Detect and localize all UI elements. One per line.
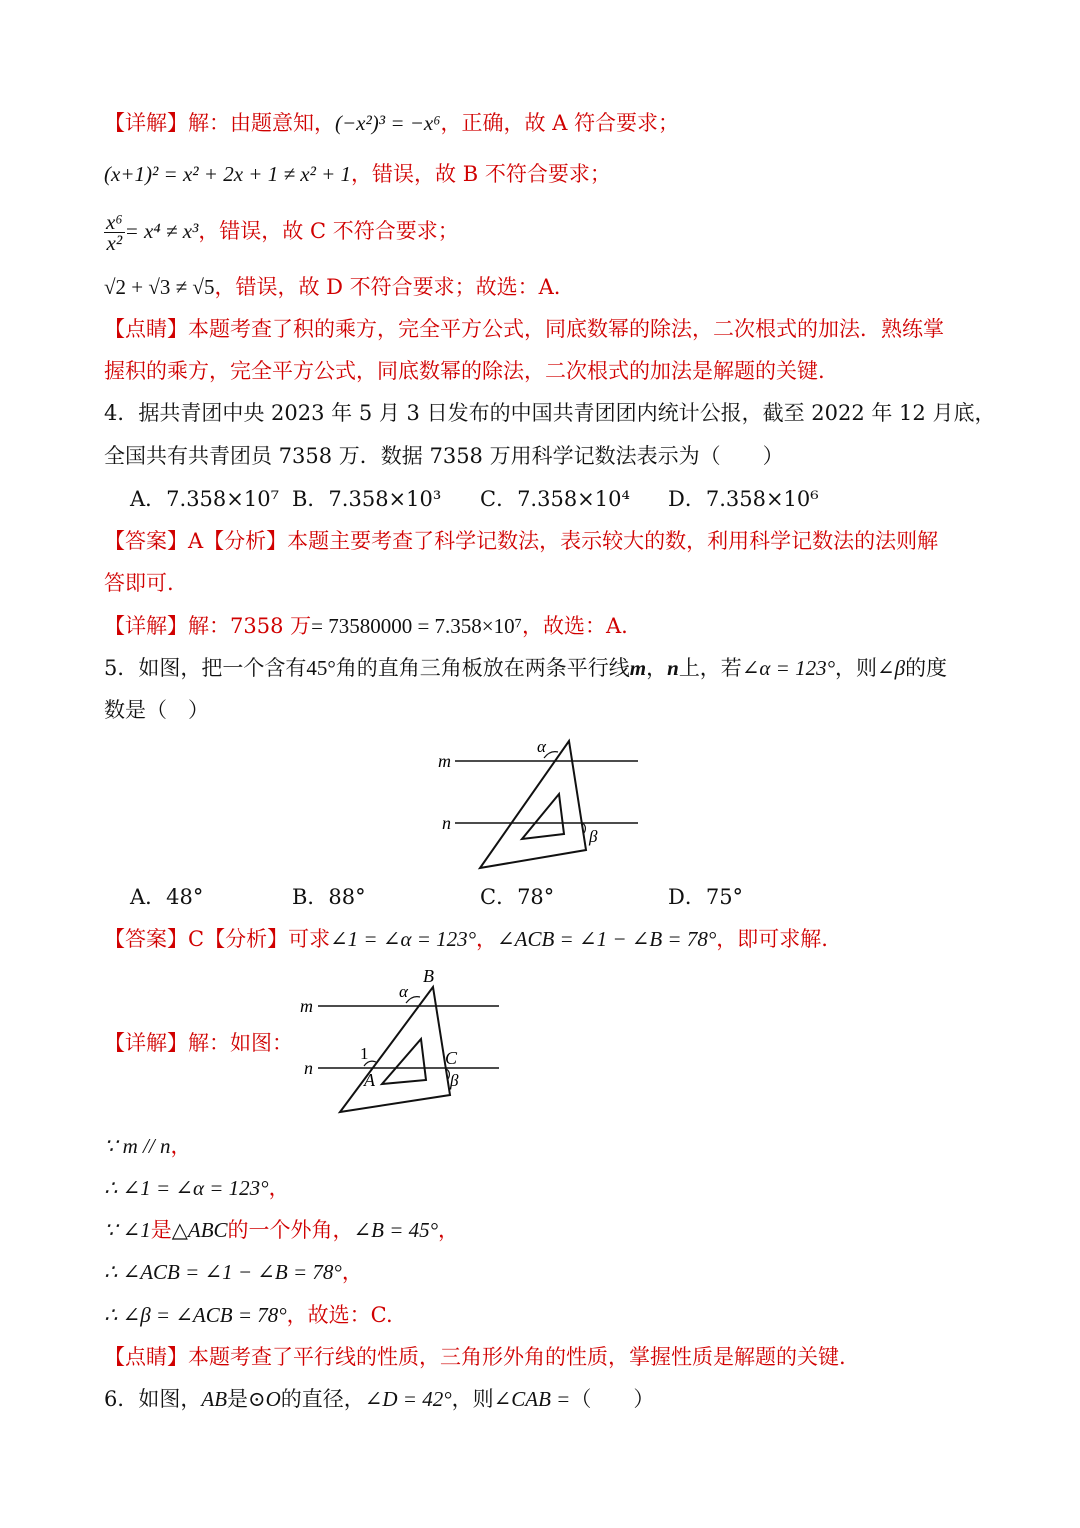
label-m: m (300, 996, 313, 1016)
stem-text: ， (646, 656, 668, 680)
detail-prefix: 解：如图： (188, 1031, 293, 1055)
analysis-tag: 【分析】 (203, 529, 288, 553)
q5-solution-figure (296, 962, 506, 1118)
label-alpha: α (399, 982, 408, 1001)
step-text: ， (341, 1260, 363, 1284)
math-expr: ∵ ∠1 (104, 1218, 151, 1242)
q5-step-5 (104, 1300, 393, 1330)
q5-comment-line (104, 1342, 846, 1372)
q5-stem-line2: 数是（ ） (104, 698, 209, 722)
label-m: m (438, 751, 451, 771)
q5-stem-line1 (104, 653, 947, 683)
q5-option-d[interactable]: D．75° (668, 885, 744, 909)
q5-step-4 (104, 1257, 363, 1287)
stem-text: 是 (227, 1387, 249, 1411)
math-expr: ∴ ∠1 = ∠α = 123° (104, 1176, 269, 1200)
stem-text: 的度 (905, 656, 948, 680)
stem-text: ，则 (451, 1387, 494, 1411)
stem-text: 的直径， (280, 1387, 365, 1411)
q5-step-2 (104, 1173, 290, 1203)
comment-text: 本题考查了平行线的性质，三角形外角的性质，掌握性质是解题的关键. (188, 1345, 846, 1369)
step-text: ， (438, 1218, 460, 1242)
math-expr: ∠ACB = ∠1 − ∠B = 78° (497, 927, 717, 951)
step-text: ，故选：C. (286, 1303, 393, 1327)
step-text: ， (268, 1176, 290, 1200)
math-expr: △ABC (171, 1218, 228, 1242)
detail-prefix: 解：7358 万 (188, 614, 312, 638)
label-C: C (445, 1048, 458, 1068)
q4-answer-line (104, 526, 938, 556)
detail-text: ，错误，故 D 不符合要求；故选：A. (214, 275, 561, 299)
q6-stem-line (104, 1384, 654, 1414)
q4-option-a[interactable]: A．7.358×10⁷ (130, 487, 280, 511)
analysis-text: ， (476, 927, 498, 951)
detail-text: ，错误，故 B 不符合要求； (351, 162, 611, 186)
comment-tag: 【点睛】 (104, 317, 188, 341)
stem-text: 6．如图， (104, 1387, 202, 1411)
answer-value: C (188, 927, 205, 951)
fraction-numerator: x⁶ (106, 210, 123, 234)
analysis-text: 本题主要考查了科学记数法，表示较大的数，利用科学记数法的法则解 (287, 529, 939, 553)
fraction-denominator: x² (106, 231, 123, 255)
stem-text: 角的直角三角板放在两条平行线 (335, 656, 630, 680)
q5-option-a[interactable]: A．48° (130, 885, 204, 909)
detail-prefix: 解：由题意知， (188, 111, 335, 135)
detail-tag: 【详解】 (104, 111, 188, 135)
label-beta: β (589, 827, 598, 846)
q4-detail-line (104, 611, 628, 641)
math-expr: ⊙O (248, 1387, 281, 1411)
q4-option-d[interactable]: D．7.358×10⁶ (668, 487, 819, 511)
answer-tag: 【答案】 (104, 927, 188, 951)
q5-answer-line (104, 924, 828, 954)
analysis-tag: 【分析】 (204, 927, 289, 951)
q4-analysis-line2: 答即可. (104, 571, 174, 595)
stem-text: 上，若 (678, 656, 742, 680)
detail-tag: 【详解】 (104, 1031, 188, 1055)
q5-step-1 (104, 1131, 191, 1161)
answer-value: A (188, 529, 204, 553)
fraction (104, 212, 125, 253)
q5-option-c[interactable]: C．78° (480, 885, 555, 909)
math-expr: 45° (306, 656, 336, 680)
math-expr: ∴ ∠ACB = ∠1 − ∠B = 78° (104, 1260, 342, 1284)
q4-stem-line1: 4．据共青团中央 2023 年 5 月 3 日发布的中国共青团团内统计公报，截至 2022 年 12 月底， (104, 401, 996, 425)
math-expr: (−x²)³ = −x⁶ (335, 111, 441, 135)
stem-text: 5．如图，把一个含有 (104, 656, 307, 680)
math-expr: (x+1)² = x² + 2x + 1 ≠ x² + 1 (104, 162, 352, 186)
q3-detail-line-d (104, 272, 560, 302)
answer-tag: 【答案】 (104, 529, 188, 553)
label-beta: β (450, 1071, 459, 1090)
stem-text: ，则 (835, 656, 877, 680)
q5-figure (430, 732, 650, 872)
q5-step-3 (104, 1215, 459, 1245)
math-expr: ∴ ∠β = ∠ACB = 78° (104, 1303, 287, 1327)
step-text: 是 (150, 1218, 172, 1242)
q4-option-c[interactable]: C．7.358×10⁴ (480, 487, 630, 511)
math-expr: = x⁴ ≠ x³ (124, 219, 199, 243)
q4-option-b[interactable]: B．7.358×10³ (292, 487, 442, 511)
comment-tag: 【点睛】 (104, 1345, 188, 1369)
q3-comment-line2: 握积的乘方，完全平方公式，同底数幂的除法，二次根式的加法是解题的关键. (104, 359, 825, 383)
comment-text: 本题考查了积的乘方，完全平方公式，同底数幂的除法，二次根式的加法．熟练掌 (188, 317, 944, 341)
detail-text: ，正确，故 A 符合要求； (440, 111, 680, 135)
step-text: ， (170, 1134, 192, 1158)
math-var: m (629, 656, 647, 680)
analysis-text: ，即可求解. (716, 927, 828, 951)
math-expr: AB (201, 1387, 228, 1411)
math-expr: √2 + √3 ≠ √5 (104, 275, 215, 299)
q3-comment-line1 (104, 314, 944, 344)
detail-text: ，故选：A. (521, 614, 628, 638)
q3-detail-line-b (104, 159, 611, 189)
detail-text: ，错误，故 C 不符合要求； (198, 219, 459, 243)
math-expr: = 73580000 = 7.358×10⁷ (311, 614, 522, 638)
label-B: B (423, 966, 434, 986)
math-expr: ∠B = 45° (353, 1218, 439, 1242)
q5-detail-line (104, 1028, 293, 1058)
q4-stem-line2: 全国共有共青团员 7358 万．数据 7358 万用科学记数法表示为（ ） (104, 444, 784, 468)
math-var: n (667, 656, 679, 680)
q3-detail-line-c (104, 208, 459, 254)
q5-option-b[interactable]: B．88° (292, 885, 366, 909)
math-expr: ∠β (877, 656, 906, 680)
label-A: A (364, 1070, 375, 1090)
math-expr: ∠CAB = (493, 1387, 571, 1411)
math-expr: ∠D = 42° (364, 1387, 452, 1411)
q3-detail-line-a (104, 108, 679, 138)
step-text: 的一个外角， (227, 1218, 354, 1242)
label-alpha: α (537, 737, 546, 756)
detail-tag: 【详解】 (104, 614, 188, 638)
analysis-text: 可求 (288, 927, 331, 951)
math-expr: ∠α = 123° (741, 656, 835, 680)
stem-text: （ ） (570, 1387, 655, 1411)
label-n: n (304, 1058, 313, 1078)
label-1: 1 (360, 1044, 369, 1063)
label-n: n (442, 813, 451, 833)
math-expr: ∵ m // n (104, 1134, 171, 1158)
math-expr: ∠1 = ∠α = 123° (330, 927, 477, 951)
